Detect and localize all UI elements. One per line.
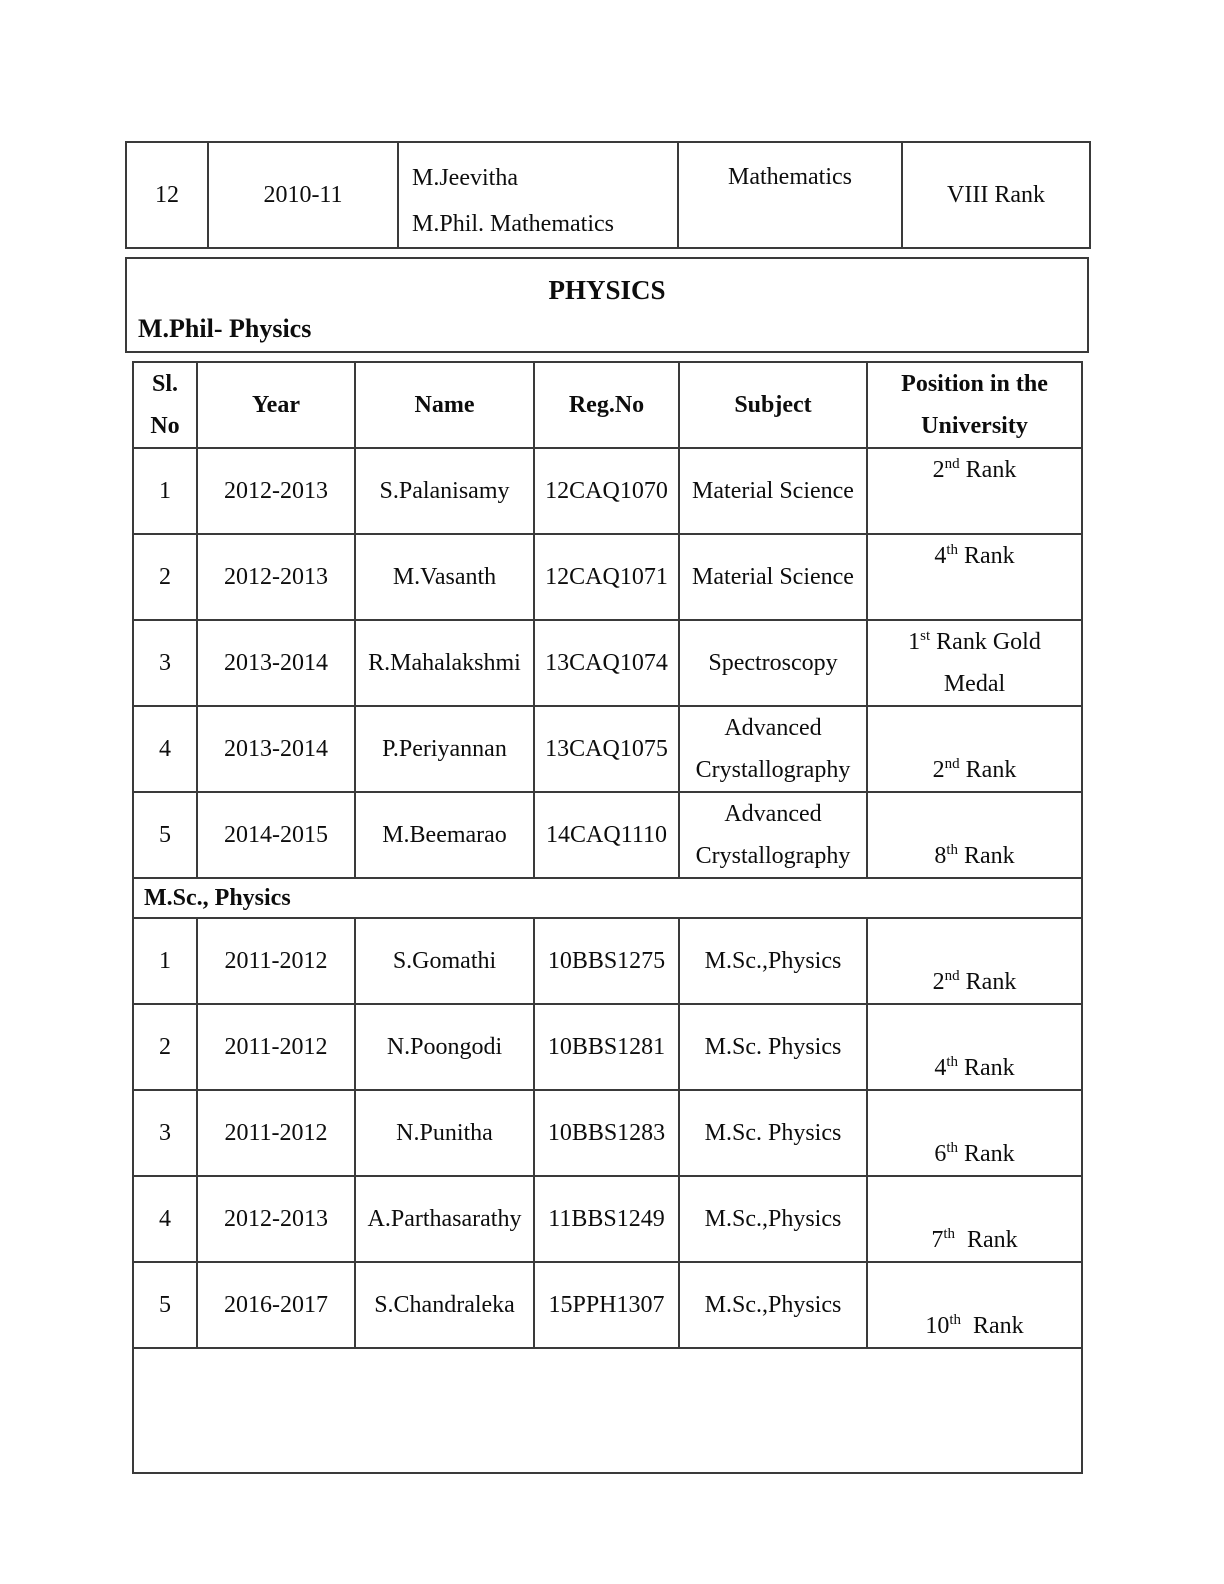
table-row [133,1176,1082,1262]
header-position [867,362,1082,448]
cell-year: 2012-2013 [197,1176,355,1262]
position-line [872,707,1077,749]
header-row [133,362,1082,448]
position-line: 6th Rank [934,1140,1015,1167]
subject-line: Spectroscopy [708,650,838,676]
cell-sl-no: 5 [133,792,197,878]
position-line [872,1005,1077,1047]
cell-name: P.Periyannan [355,706,534,792]
cell-position [867,448,1082,534]
ordinal-suffix: th [946,842,958,858]
cell-position [867,918,1082,1004]
table-row [133,620,1082,706]
cell-name: M.Vasanth [355,534,534,620]
position-line [872,919,1077,961]
cell-position [867,620,1082,706]
ordinal-suffix: nd [944,756,960,772]
table-row [133,1262,1082,1348]
cell-position [867,1004,1082,1090]
cell-position [867,534,1082,620]
cell-reg-no: 10BBS1283 [534,1090,679,1176]
subject-line: M.Sc. Physics [704,1034,842,1060]
header-sl-no [133,362,197,448]
cell-subject [679,706,867,792]
cell-year: 2011-2012 [197,1090,355,1176]
ordinal-suffix: st [920,628,931,644]
header-line: Sl. [151,371,178,397]
header-line: Year [252,392,300,418]
cell-subject: Mathematics [678,142,902,248]
empty-row [133,1348,1082,1473]
cell-reg-no: 15PPH1307 [534,1262,679,1348]
rank-holders-table [132,361,1083,1474]
ordinal-suffix: th [949,1312,961,1328]
cell-year: 2011-2012 [197,918,355,1004]
cell-position [867,1262,1082,1348]
cell-year: 2012-2013 [197,448,355,534]
header-name [355,362,534,448]
cell-year: 2013-2014 [197,620,355,706]
subject-line: M.Sc.,Physics [704,1292,842,1318]
table-row [133,1004,1082,1090]
header-reg-no [534,362,679,448]
cell-subject [679,792,867,878]
ordinal-suffix: nd [944,968,960,984]
cell-sl-no: 4 [133,706,197,792]
cell-position [867,792,1082,878]
cell-name: R.Mahalakshmi [355,620,534,706]
subject-line: Advanced [724,715,822,741]
name-line: M.Phil. Mathematics [412,211,614,237]
position-line: 4th Rank [934,542,1015,569]
cell-year: 2016-2017 [197,1262,355,1348]
ordinal-suffix: th [946,542,958,558]
cell-sl-no: 5 [133,1262,197,1348]
position-line [872,1091,1077,1133]
header-line: Name [414,392,475,418]
position-line [872,793,1077,835]
page-content [125,141,1089,1474]
cell-year: 2012-2013 [197,534,355,620]
header-line: Reg.No [568,392,645,418]
position-line [872,1263,1077,1305]
position-line: 7th Rank [931,1226,1018,1253]
cell-year: 2011-2012 [197,1004,355,1090]
header-line: No [150,413,180,439]
cell-year: 2010-11 [208,142,398,248]
header-line: Position in the [901,371,1048,397]
name-line: M.Jeevitha [412,165,518,191]
header-subject [679,362,867,448]
table-row [133,534,1082,620]
header-line: University [921,413,1028,439]
position-line: 10th Rank [925,1312,1024,1339]
cell-reg-no: 13CAQ1075 [534,706,679,792]
cell-subject [679,1176,867,1262]
cell-position: VIII Rank [902,142,1090,248]
ordinal-suffix: nd [944,456,960,472]
cell-name: S.Palanisamy [355,448,534,534]
position-line: 4th Rank [934,1054,1015,1081]
cell-sl-no: 2 [133,534,197,620]
header-line: Subject [734,392,812,418]
cell-sl-no: 1 [133,448,197,534]
empty-cell [133,1348,1082,1473]
cell-position [867,1090,1082,1176]
cell-year: 2013-2014 [197,706,355,792]
cell-subject [679,1004,867,1090]
subject-line: M.Sc.,Physics [704,1206,842,1232]
section-header-box [125,257,1089,353]
msc-section-row [133,878,1082,918]
subject-line: Material Science [692,478,854,504]
table-row [133,792,1082,878]
table-row [133,1090,1082,1176]
section-title: PHYSICS [548,275,666,305]
cell-position [867,706,1082,792]
position-line: 2nd Rank [932,756,1017,783]
cell-sl-no: 3 [133,620,197,706]
subject-line: Crystallography [695,757,851,783]
position-line: Medal [943,671,1006,697]
cell-name: M.Beemarao [355,792,534,878]
position-line [872,491,1077,533]
header-year [197,362,355,448]
subject-line: Material Science [692,564,854,590]
table-row [126,142,1090,248]
subject-line: M.Sc.,Physics [704,948,842,974]
cell-name: N.Poongodi [355,1004,534,1090]
cell-reg-no: 10BBS1281 [534,1004,679,1090]
cell-reg-no: 10BBS1275 [534,918,679,1004]
ordinal-suffix: th [946,1054,958,1070]
cell-reg-no: 12CAQ1071 [534,534,679,620]
cell-position [867,1176,1082,1262]
cell-subject [679,534,867,620]
cell-subject [679,1090,867,1176]
position-line: 1st Rank Gold [908,628,1041,655]
position-line [872,577,1077,619]
cell-subject [679,448,867,534]
cell-sl-no: 12 [126,142,208,248]
cell-reg-no: 12CAQ1070 [534,448,679,534]
subject-line: Crystallography [695,843,851,869]
cell-name: N.Punitha [355,1090,534,1176]
cell-sl-no: 4 [133,1176,197,1262]
cell-reg-no: 13CAQ1074 [534,620,679,706]
cell-sl-no: 1 [133,918,197,1004]
subject-line: M.Sc. Physics [704,1120,842,1146]
table-row [133,918,1082,1004]
position-line: 2nd Rank [932,456,1017,483]
ordinal-suffix: th [943,1226,955,1242]
cell-subject [679,620,867,706]
cell-sl-no: 3 [133,1090,197,1176]
position-line: 8th Rank [934,842,1015,869]
table-row [133,706,1082,792]
msc-section-label: M.Sc., Physics [133,878,1082,918]
cell-reg-no: 14CAQ1110 [534,792,679,878]
position-line: 2nd Rank [932,968,1017,995]
section-subtitle: M.Phil- Physics [138,314,312,343]
cell-reg-no: 11BBS1249 [534,1176,679,1262]
previous-section-table [125,141,1091,249]
cell-name: A.Parthasarathy [355,1176,534,1262]
ordinal-suffix: th [946,1140,958,1156]
cell-name: S.Gomathi [355,918,534,1004]
position-line [872,1177,1077,1219]
cell-subject [679,918,867,1004]
cell-name: S.Chandraleka [355,1262,534,1348]
subject-line: Advanced [724,801,822,827]
cell-name [398,142,678,248]
cell-subject [679,1262,867,1348]
table-row [133,448,1082,534]
cell-year: 2014-2015 [197,792,355,878]
cell-sl-no: 2 [133,1004,197,1090]
